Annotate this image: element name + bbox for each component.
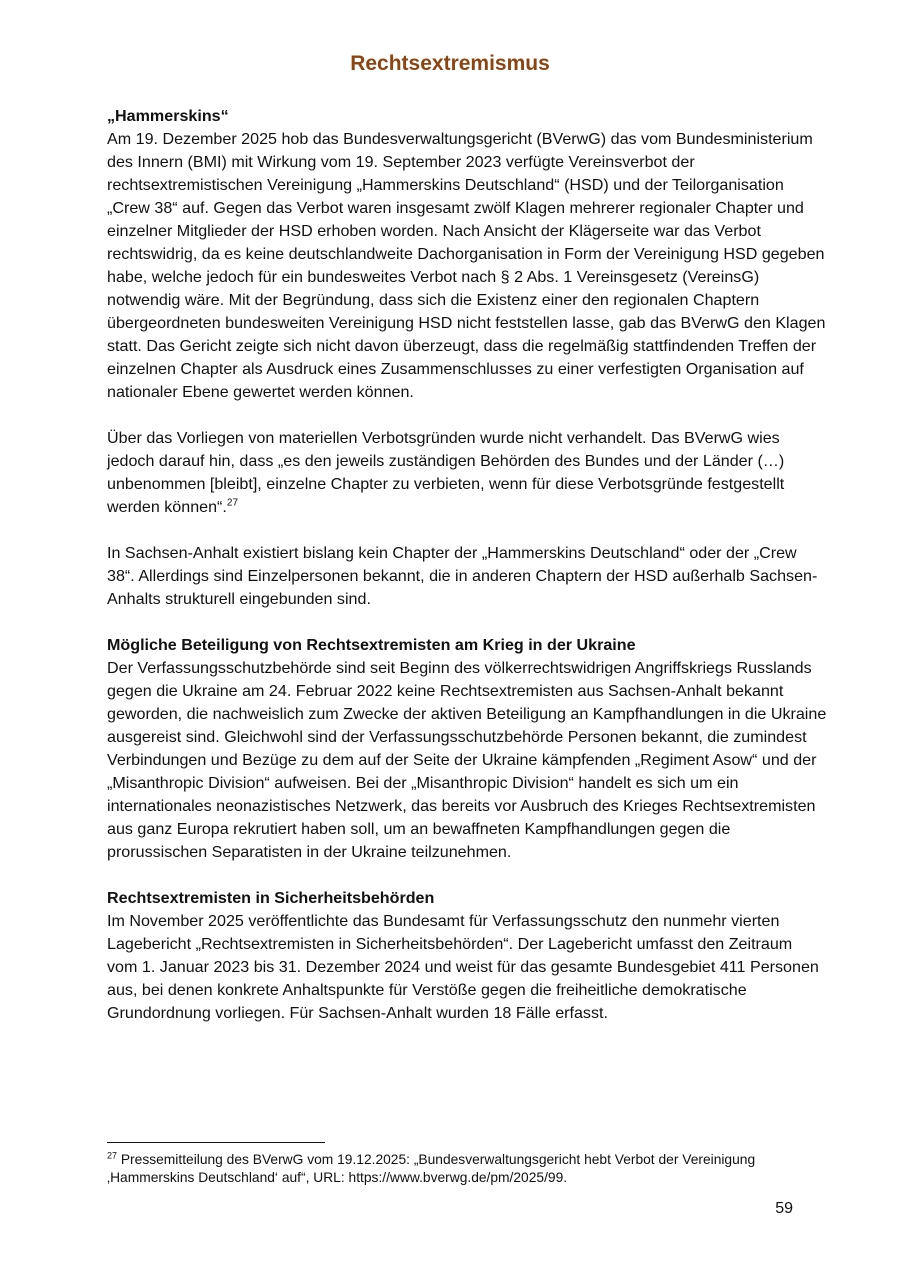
section-heading: „Hammerskins“ <box>107 107 229 125</box>
main-content <box>107 105 827 1025</box>
footnote-text: Pressemitteilung des BVerwG vom 19.12.2025: „Bundesverwaltungsgericht hebt Verbot der Vereinigung ‚Hammerskins Deutschland‘ auf“, URL: https://www.bverwg.de/pm/2025/99. <box>107 1152 756 1185</box>
section-hammerskins <box>107 105 827 611</box>
section-heading: Mögliche Beteiligung von Rechtsextremisten am Krieg in der Ukraine <box>107 636 636 654</box>
page-number: 59 <box>775 1200 793 1217</box>
footnote-number: 27 <box>107 1150 118 1161</box>
footnote-reference[interactable]: 27 <box>226 497 239 509</box>
section-heading: Rechtsextremisten in Sicherheitsbehörden <box>107 889 435 907</box>
paragraph: Der Verfassungsschutzbehörde sind seit Beginn des völkerrechtswidrigen Angriffskriegs Russlands gegen die Ukraine am 24. Februar 2022 keine Rechtsextremisten aus Sachsen-Anhalt bekannt geworden, die nachweislich zum Zwecke der aktiven Beteiligung an Kampfhandlungen in die Ukraine ausgereist sind. Gleichwohl sind der Verfassungsschutzbehörde Personen bekannt, die zumindest Verbindungen und Bezüge zu dem auf der Seite der Ukraine kämpfenden „Regiment Asow“ und der „Misanthropic Division“ aufweisen. Bei der „Misanthropic Division“ handelt es sich um ein internationales neonazistisches Netzwerk, das bereits vor Ausbruch des Krieges Rechtsextremisten aus ganz Europa rekrutiert haben soll, um an bewaffneten Kampfhandlungen gegen die prorussischen Separatisten in der Ukraine teilzunehmen. <box>107 659 827 861</box>
paragraph-with-footnote <box>107 427 827 519</box>
footnote-separator <box>107 1142 325 1143</box>
section-ukraine <box>107 634 827 864</box>
paragraph: Am 19. Dezember 2025 hob das Bundesverwaltungsgericht (BVerwG) das vom Bundesministerium des Innern (BMI) mit Wirkung vom 19. September 2023 verfügte Vereinsverbot der rechtsextremistischen Vereinigung „Hammerskins Deutschland“ (HSD) und der Teilorganisation „Crew 38“ auf. Gegen das Verbot waren insgesamt zwölf Klagen mehrerer regionaler Chapter und einzelner Mitglieder der HSD erhoben worden. Nach Ansicht der Klägerseite war das Verbot rechtswidrig, da es keine deutschlandweite Dachorganisation in Form der Vereinigung HSD gegeben habe, welche jedoch für ein bundesweites Verbot nach § 2 Abs. 1 Vereinsgesetz (VereinsG) notwendig wäre. Mit der Begründung, dass sich die Existenz einer den regionalen Chaptern übergeordneten bundesweiten Vereinigung HSD nicht feststellen lasse, gab das BVerwG den Klagen statt. Das Gericht zeigte sich nicht davon überzeugt, dass die regelmäßig stattfindenden Treffen der einzelnen Chapter als Ausdruck eines Zusammenschlusses zu einer verfestigten Organisation auf nationaler Ebene gewertet werden können. <box>107 130 826 401</box>
paragraph: In Sachsen-Anhalt existiert bislang kein Chapter der „Hammerskins Deutschland“ oder der „Crew 38“. Allerdings sind Einzelpersonen bekannt, die in anderen Chaptern der HSD außerhalb Sachsen-Anhalts strukturell eingebunden sind. <box>107 544 818 608</box>
paragraph-text: Über das Vorliegen von materiellen Verbotsgründen wurde nicht verhandelt. Das BVerwG wies jedoch darauf hin, dass „es den jeweils zuständigen Behörden des Bundes und der Länder (…) unbenommen [bleibt], einzelne Chapter zu verbieten, wenn für diese Verbotsgründe festgestellt werden können“. <box>107 429 785 516</box>
section-sicherheitsbehoerden <box>107 887 827 1025</box>
paragraph: Im November 2025 veröffentlichte das Bundesamt für Verfassungsschutz den nunmehr vierten Lagebericht „Rechtsextremisten in Sicherheitsbehörden“. Der Lagebericht umfasst den Zeitraum vom 1. Januar 2023 bis 31. Dezember 2024 und weist für das gesamte Bundesgebiet 411 Personen aus, bei denen konkrete Anhaltspunkte für Verstöße gegen die freiheitliche demokratische Grundordnung vorliegen. Für Sachsen-Anhalt wurden 18 Fälle erfasst. <box>107 912 819 1022</box>
page-title: Rechtsextremismus <box>350 52 550 75</box>
footnote <box>107 1151 807 1187</box>
